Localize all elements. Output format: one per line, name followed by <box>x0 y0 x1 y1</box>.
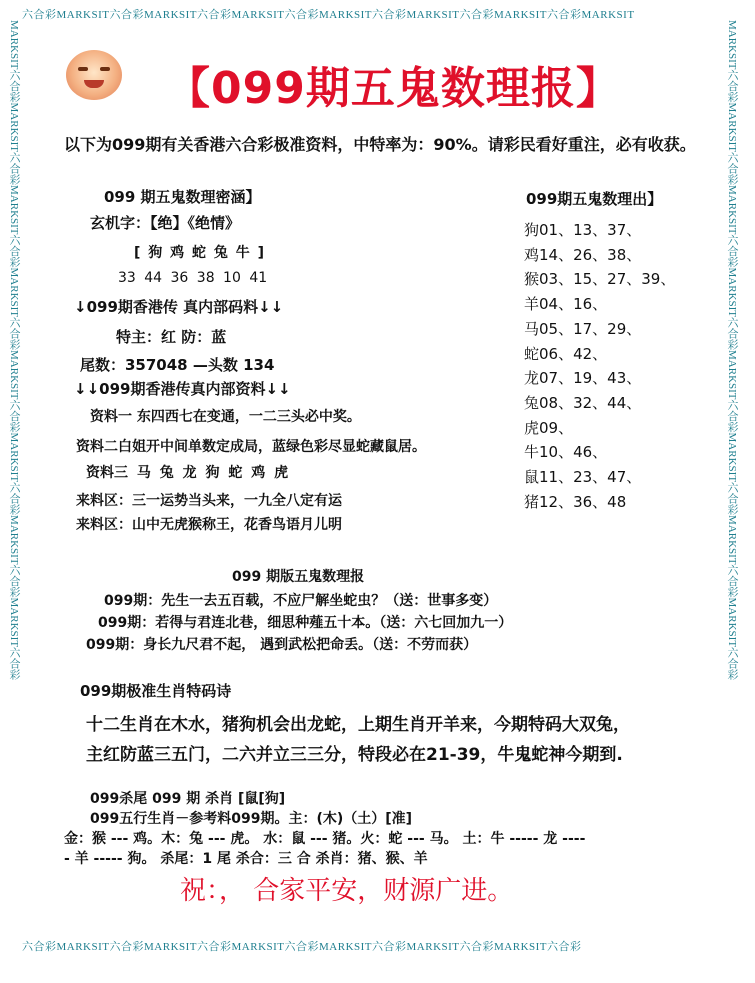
poem-title: 099期极准生肖特码诗 <box>80 682 232 700</box>
special-line: 特主：红 防：蓝 <box>116 328 227 346</box>
list-item: 羊04、16、 <box>524 295 608 314</box>
riddles-title: 099 期版五鬼数理报 <box>232 569 365 585</box>
wuxing-line: 099五行生肖－参考料099期。主：(木)（土）[准] <box>90 811 413 827</box>
list-item: 牛10、46、 <box>524 443 608 462</box>
numbers-line: 33 44 36 38 10 41 <box>118 270 268 286</box>
list-item: 鼠11、23、47、 <box>524 468 642 487</box>
list-item: 狗01、13、37、 <box>524 221 642 239</box>
poem-line-2: 主红防蓝三五门，二六并立三三分，特段必在21-39，牛鬼蛇神今期到. <box>86 745 623 765</box>
frame-bottom-watermark: 六合彩MARKSIT六合彩MARKSIT六合彩MARKSIT六合彩MARKSIT六合彩MARKSIT六合彩MARKSIT六合彩 <box>22 941 582 953</box>
list-item: 猴03、15、27、39、 <box>524 270 676 289</box>
riddle-line-3: 099期：身长九尺君不起， 遇到武松把命丢。（送：不劳而获） <box>86 637 478 653</box>
riddle-line-2: 099期：若得与君连北巷，细思种薤五十本。（送：六七回加九一） <box>98 615 513 631</box>
right-title: 099期五鬼数理出】 <box>526 190 663 208</box>
face-icon <box>66 50 122 100</box>
tail-line: 尾数：357048 —头数 134 <box>80 356 275 374</box>
list-item: 鸡14、26、38、 <box>524 245 642 264</box>
frame-top-watermark: 六合彩MARKSIT六合彩MARKSIT六合彩MARKSIT六合彩MARKSIT六合彩MARKSIT六合彩MARKSIT六合彩MARKSIT <box>22 9 635 21</box>
page-title: 【099期五鬼数理报】 <box>166 63 621 114</box>
frame-right-watermark: MARKSIT六合彩MARKSIT六合彩MARKSIT六合彩MARKSIT六合彩MARKSIT六合彩MARKSIT六合彩MARKSIT六合彩MARKSIT六合彩 <box>726 20 738 681</box>
elements-line-1: 金：猴 --- 鸡。木：兔 --- 虎。 水：鼠 --- 猪。火：蛇 --- 马。 土：牛 ----- 龙 ---- <box>64 831 586 847</box>
list-item: 马05、17、29、 <box>524 319 642 338</box>
list-item: 猪12、36、48 <box>524 492 627 511</box>
list-item: 蛇06、42、 <box>524 344 608 363</box>
source-line-1: 来料区：三一运势当头来，一九全八定有运 <box>76 493 342 509</box>
zodiac-number-list <box>524 218 675 514</box>
info-title: ↓↓099期香港传真内部资料↓↓ <box>74 380 291 398</box>
intro-text: 以下为099期有关香港六合彩极准资料，中特率为：90%。请彩民看好重注，必有收获。 <box>64 135 696 154</box>
poem-line-1: 十二生肖在木水，猪狗机会出龙蛇，上期生肖开羊来，今期特码大双兔， <box>86 715 630 735</box>
list-item: 兔08、32、44、 <box>524 393 642 412</box>
kill-line: 099杀尾 099 期 杀肖 [鼠[狗] <box>90 791 286 807</box>
source-line-2: 来料区：山中无虎猴称王，花香鸟语月儿明 <box>76 517 342 533</box>
info-line-3: 资料三 马 兔 龙 狗 蛇 鸡 虎 <box>86 465 289 481</box>
frame-left-watermark: MARKSIT六合彩MARKSIT六合彩MARKSIT六合彩MARKSIT六合彩MARKSIT六合彩MARKSIT六合彩MARKSIT六合彩MARKSIT六合彩 <box>8 20 20 681</box>
elements-line-2: - 羊 ----- 狗。 杀尾：1 尾 杀合：三 合 杀肖：猪、猴、羊 <box>64 851 428 867</box>
xuanji-line: 玄机字：【绝】《绝情》 <box>90 214 241 232</box>
blessing-text: 祝：， 合家平安，财源广进。 <box>180 876 514 906</box>
info-line-2: 资料二白姐开中间单数定成局，蓝绿色彩尽显蛇藏鼠居。 <box>76 439 426 455</box>
info-line-1: 资料一 东四西七在变通，一二三头必中奖。 <box>90 409 361 425</box>
riddle-line-1: 099期：先生一去五百载，不应尸解坐蛇虫？（送：世事多变） <box>104 593 498 609</box>
list-item: 虎09、 <box>524 418 574 437</box>
list-item: 龙07、19、43、 <box>524 369 642 388</box>
secret-title: 099 期五鬼数理密涵】 <box>104 188 261 206</box>
animals-line: [ 狗 鸡 蛇 兔 牛 ] <box>134 245 265 261</box>
code-title: ↓099期香港传 真内部码料↓↓ <box>74 298 284 316</box>
